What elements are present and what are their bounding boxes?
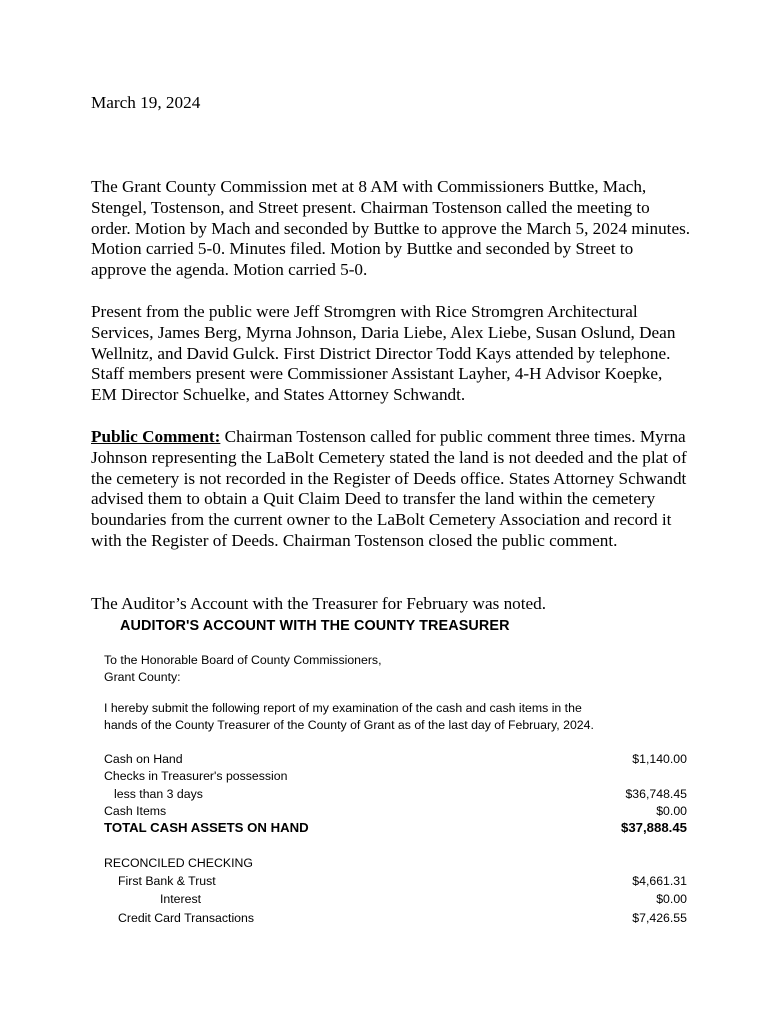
row-label: less than 3 days xyxy=(114,787,203,801)
report-row-credit-card-transactions xyxy=(104,910,687,927)
meeting-date: March 19, 2024 xyxy=(91,93,201,112)
auditor-account-note: The Auditor’s Account with the Treasurer for February was noted. xyxy=(91,594,547,613)
report-row-less-than-3-days xyxy=(104,786,687,803)
report-salutation xyxy=(104,652,382,686)
row-label: Credit Card Transactions xyxy=(118,911,255,925)
row-label: First Bank & Trust xyxy=(118,874,216,888)
report-row-cash-on-hand xyxy=(104,751,687,768)
row-label: RECONCILED CHECKING xyxy=(104,856,253,870)
report-row-interest xyxy=(104,891,687,908)
row-label: Cash on Hand xyxy=(104,752,183,766)
public-comment-paragraph xyxy=(91,427,691,552)
report-row-total-cash-assets xyxy=(104,820,687,837)
salutation-line: To the Honorable Board of County Commissioners, xyxy=(104,653,382,667)
row-amount: $0.00 xyxy=(656,892,687,906)
row-amount: $37,888.45 xyxy=(620,820,687,835)
row-label: Interest xyxy=(160,892,202,906)
row-label: Checks in Treasurer's possession xyxy=(104,769,288,783)
intro-line: hands of the County Treasurer of the County of Grant as of the last day of February, 2024. xyxy=(104,718,594,732)
report-row-reconciled-checking xyxy=(104,855,687,872)
public-comment-text: Chairman Tostenson called for public comment three times. Myrna Johnson representing the LaBolt Cemetery stated the land is not deeded and the plat of the cemetery is not recorded in the Register of Deeds office. States Attorney Schwandt advised them to obtain a Quit Claim Deed to transfer the land within the cemetery boundaries from the current owner to the LaBolt Cemetery Association and record it with the Register of Deeds. Chairman Tostenson closed the public comment. xyxy=(91,427,687,550)
salutation-line: Grant County: xyxy=(104,670,181,684)
report-row-first-bank-trust xyxy=(104,873,687,890)
row-amount: $1,140.00 xyxy=(632,752,687,766)
row-amount: $7,426.55 xyxy=(632,911,687,925)
public-comment-heading: Public Comment: xyxy=(91,427,221,446)
report-intro xyxy=(104,700,694,734)
row-amount: $4,661.31 xyxy=(632,874,687,888)
row-label: Cash Items xyxy=(104,804,167,818)
report-row-checks xyxy=(104,768,687,785)
intro-line: I hereby submit the following report of my examination of the cash and cash items in the xyxy=(104,701,582,715)
report-title: AUDITOR'S ACCOUNT WITH THE COUNTY TREASURER xyxy=(120,618,510,634)
minutes-opening-paragraph: The Grant County Commission met at 8 AM with Commissioners Buttke, Mach, Stengel, Tostenson, and Street present. Chairman Tostenson called the meeting to order. Motion by Mach and seconded by Buttke to approve the March 5, 2024 minutes. Motion carried 5-0. Minutes filed. Motion by Buttke and seconded by Street to approve the agenda. Motion carried 5-0. xyxy=(91,177,691,280)
row-amount: $0.00 xyxy=(656,804,687,818)
row-amount: $36,748.45 xyxy=(625,787,687,801)
report-row-cash-items xyxy=(104,803,687,820)
attendance-paragraph: Present from the public were Jeff Stromgren with Rice Stromgren Architectural Services, James Berg, Myrna Johnson, Daria Liebe, Alex Liebe, Susan Oslund, Dean Wellnitz, and David Gulck. First District Director Todd Kays attended by telephone. Staff members present were Commissioner Assistant Layher, 4-H Advisor Koepke, EM Director Schuelke, and States Attorney Schwandt. xyxy=(91,302,676,405)
row-label: TOTAL CASH ASSETS ON HAND xyxy=(104,820,309,835)
